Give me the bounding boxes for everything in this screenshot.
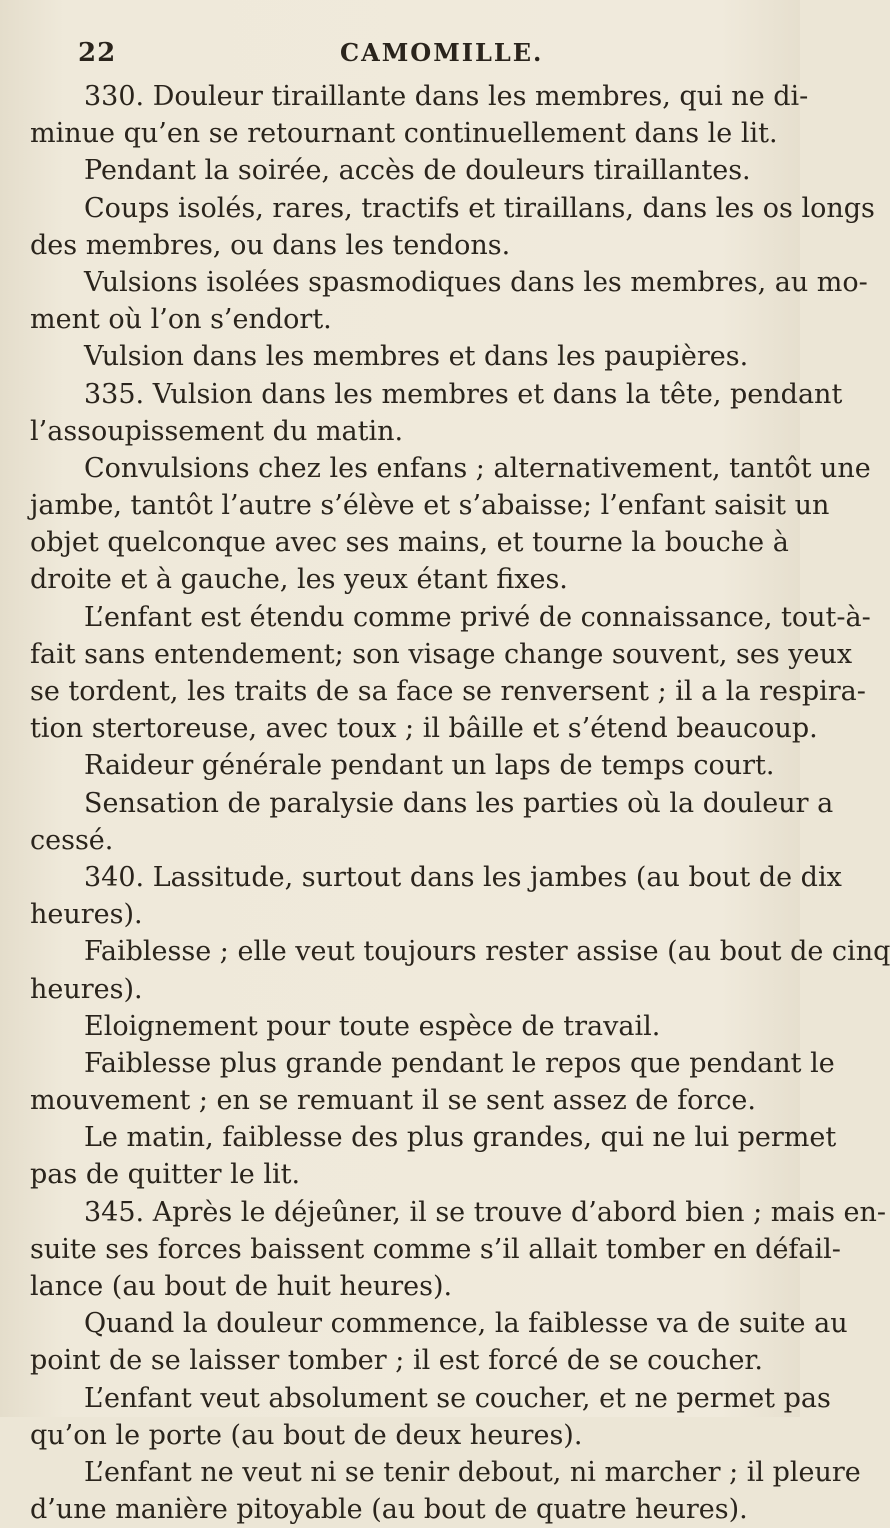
body-text xyxy=(30,78,890,1528)
text-line: Sensation de paralysie dans les parties où la douleur a xyxy=(84,787,834,819)
text-line: minue qu’en se retournant continuellement dans le lit. xyxy=(30,118,778,150)
text-line: point de se laisser tomber ; il est forcé de se coucher. xyxy=(30,1345,763,1377)
text-line: 330. Douleur tiraillante dans les membres, qui ne di- xyxy=(84,81,809,112)
text-line: Pendant la soirée, accès de douleurs tiraillantes. xyxy=(84,155,751,187)
text-line: 335. Vulsion dans les membres et dans la tête, pendant xyxy=(84,378,843,410)
text-line: Vulsion dans les membres et dans les paupières. xyxy=(84,341,749,373)
text-line: qu’on le porte (au bout de deux heures). xyxy=(30,1419,583,1451)
text-line: ment où l’on s’endort. xyxy=(30,304,332,336)
text-line: Le matin, faiblesse des plus grandes, qui ne lui permet xyxy=(84,1122,837,1154)
text-line: d’une manière pitoyable (au bout de quatre heures). xyxy=(30,1494,748,1526)
text-line: des membres, ou dans les tendons. xyxy=(30,229,511,261)
running-head: CAMOMILLE. xyxy=(340,38,544,67)
text-line: 340. Lassitude, surtout dans les jambes (au bout de dix xyxy=(84,861,842,893)
text-line: pas de quitter le lit. xyxy=(30,1159,301,1191)
text-line: Faiblesse plus grande pendant le repos que pendant le xyxy=(84,1047,835,1079)
text-line: L’enfant est étendu comme privé de connaissance, tout-à- xyxy=(84,601,871,633)
text-line: Quand la douleur commence, la faiblesse va de suite au xyxy=(84,1308,848,1340)
page-number: 22 xyxy=(78,38,117,68)
text-line: heures). xyxy=(30,899,143,931)
page-header xyxy=(40,38,760,68)
text-line: objet quelconque avec ses mains, et tourne la bouche à xyxy=(30,527,789,559)
text-line: lance (au bout de huit heures). xyxy=(30,1271,453,1302)
text-line: heures). xyxy=(30,973,143,1005)
text-line: tion stertoreuse, avec toux ; il bâille et s’étend beaucoup. xyxy=(30,713,818,745)
text-line: jambe, tantôt l’autre s’élève et s’abaisse; l’enfant saisit un xyxy=(30,490,830,522)
text-line: suite ses forces baissent comme s’il allait tomber en défail- xyxy=(30,1233,841,1265)
text-line: Vulsions isolées spasmodiques dans les membres, au mo- xyxy=(84,266,868,298)
text-line: Eloignement pour toute espèce de travail. xyxy=(84,1010,661,1042)
text-line: l’assoupissement du matin. xyxy=(30,415,404,447)
text-line: Convulsions chez les enfans ; alternativement, tantôt une xyxy=(84,452,871,484)
text-line: Raideur générale pendant un laps de temps court. xyxy=(84,750,775,782)
text-line: L’enfant ne veut ni se tenir debout, ni marcher ; il pleure xyxy=(84,1456,861,1488)
text-line: Faiblesse ; elle veut toujours rester assise (au bout de cinq xyxy=(84,936,890,968)
text-line: L’enfant veut absolument se coucher, et ne permet pas xyxy=(84,1382,831,1414)
text-line: Coups isolés, rares, tractifs et tiraillans, dans les os longs xyxy=(84,192,875,224)
text-line: droite et à gauche, les yeux étant fixes. xyxy=(30,564,568,596)
text-line: mouvement ; en se remuant il se sent assez de force. xyxy=(30,1085,756,1117)
text-line: se tordent, les traits de sa face se renversent ; il a la respira- xyxy=(30,676,866,707)
text-line: fait sans entendement; son visage change souvent, ses yeux xyxy=(30,638,853,670)
text-line: 345. Après le déjeûner, il se trouve d’abord bien ; mais en- xyxy=(84,1196,887,1228)
text-line: cessé. xyxy=(30,824,114,856)
